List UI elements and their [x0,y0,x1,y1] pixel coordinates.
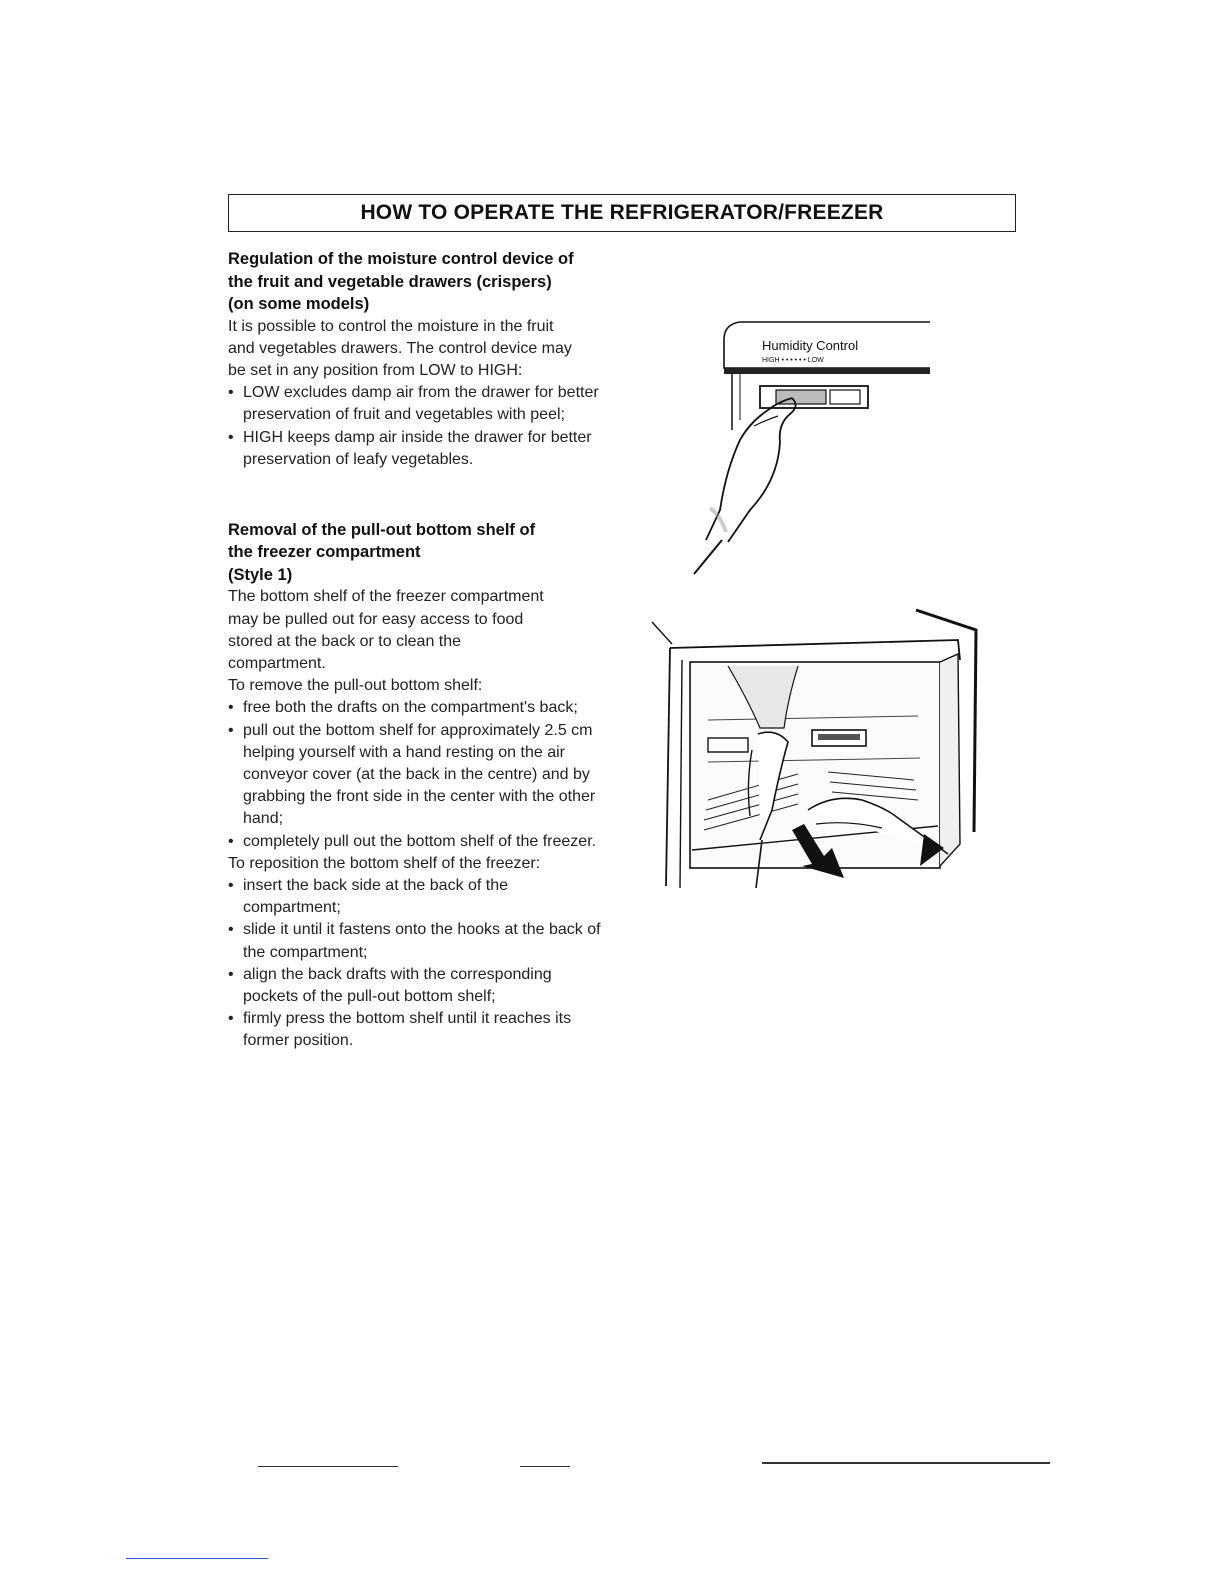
humidity-control-illustration [680,310,940,580]
section-bottom-shelf [228,519,608,1053]
page-title: HOW TO OPERATE THE REFRIGERATOR/FREEZER [360,201,884,224]
footer-rule-left [258,1466,398,1467]
list-item: • firmly press the bottom shelf until it reaches its former position. [228,1008,608,1052]
section1-intro-line: be set in any position from LOW to HIGH: [228,361,523,379]
section1-intro-line: and vegetables drawers. The control device may [228,339,572,357]
footer-rule-bottom [126,1558,268,1559]
freezer-shelf-illustration [648,604,988,896]
section1-bullets [228,382,608,471]
list-item: • pull out the bottom shelf for approximately 2.5 cm helping yourself with a hand resting on the air conveyor cover (at the back in the centre) and by grabbing the front side in the center with the other hand; [228,720,608,831]
section1-heading-line: Regulation of the moisture control device of [228,250,574,268]
humidity-control-label: Humidity Control [762,338,859,353]
remove-steps [228,697,608,852]
section1-heading-line: (on some models) [228,295,370,313]
list-item: • completely pull out the bottom shelf of the freezer. [228,831,608,853]
list-item: • free both the drafts on the compartment's back; [228,697,608,719]
section2-intro-line: stored at the back or to clean the [228,632,462,650]
list-item: • LOW excludes damp air from the drawer for better preservation of fruit and vegetables with peel; [228,382,608,426]
section1-heading-line: the fruit and vegetable drawers (crispers) [228,272,552,291]
reposition-lead: To reposition the bottom shelf of the freezer: [228,854,541,872]
section2-heading-line: the freezer compartment [228,543,421,562]
section2-intro-line: may be pulled out for easy access to food [228,610,524,628]
humidity-control-scale: HIGH • • • • • • LOW [762,357,824,364]
title-banner [228,194,1016,232]
list-item: • align the back drafts with the corresponding pockets of the pull-out bottom shelf; [228,964,608,1008]
remove-lead: To remove the pull-out bottom shelf: [228,677,483,695]
section-humidity [228,248,608,471]
section2-heading-line: (Style 1) [228,565,293,584]
footer-rule-right [762,1462,1050,1464]
list-item: • slide it until it fastens onto the hooks at the back of the compartment; [228,919,608,963]
footer-rule-center [520,1466,570,1467]
list-item: • HIGH keeps damp air inside the drawer for better preservation of leafy vegetables. [228,427,608,471]
section2-intro-line: compartment. [228,655,326,673]
section2-heading-line: Removal of the pull-out bottom shelf of [228,520,536,539]
section1-intro-line: It is possible to control the moisture in the fruit [228,317,554,335]
list-item: • insert the back side at the back of the compartment; [228,875,608,919]
text-column [228,248,608,1053]
reposition-steps [228,875,608,1053]
section2-intro-line: The bottom shelf of the freezer compartment [228,588,544,606]
